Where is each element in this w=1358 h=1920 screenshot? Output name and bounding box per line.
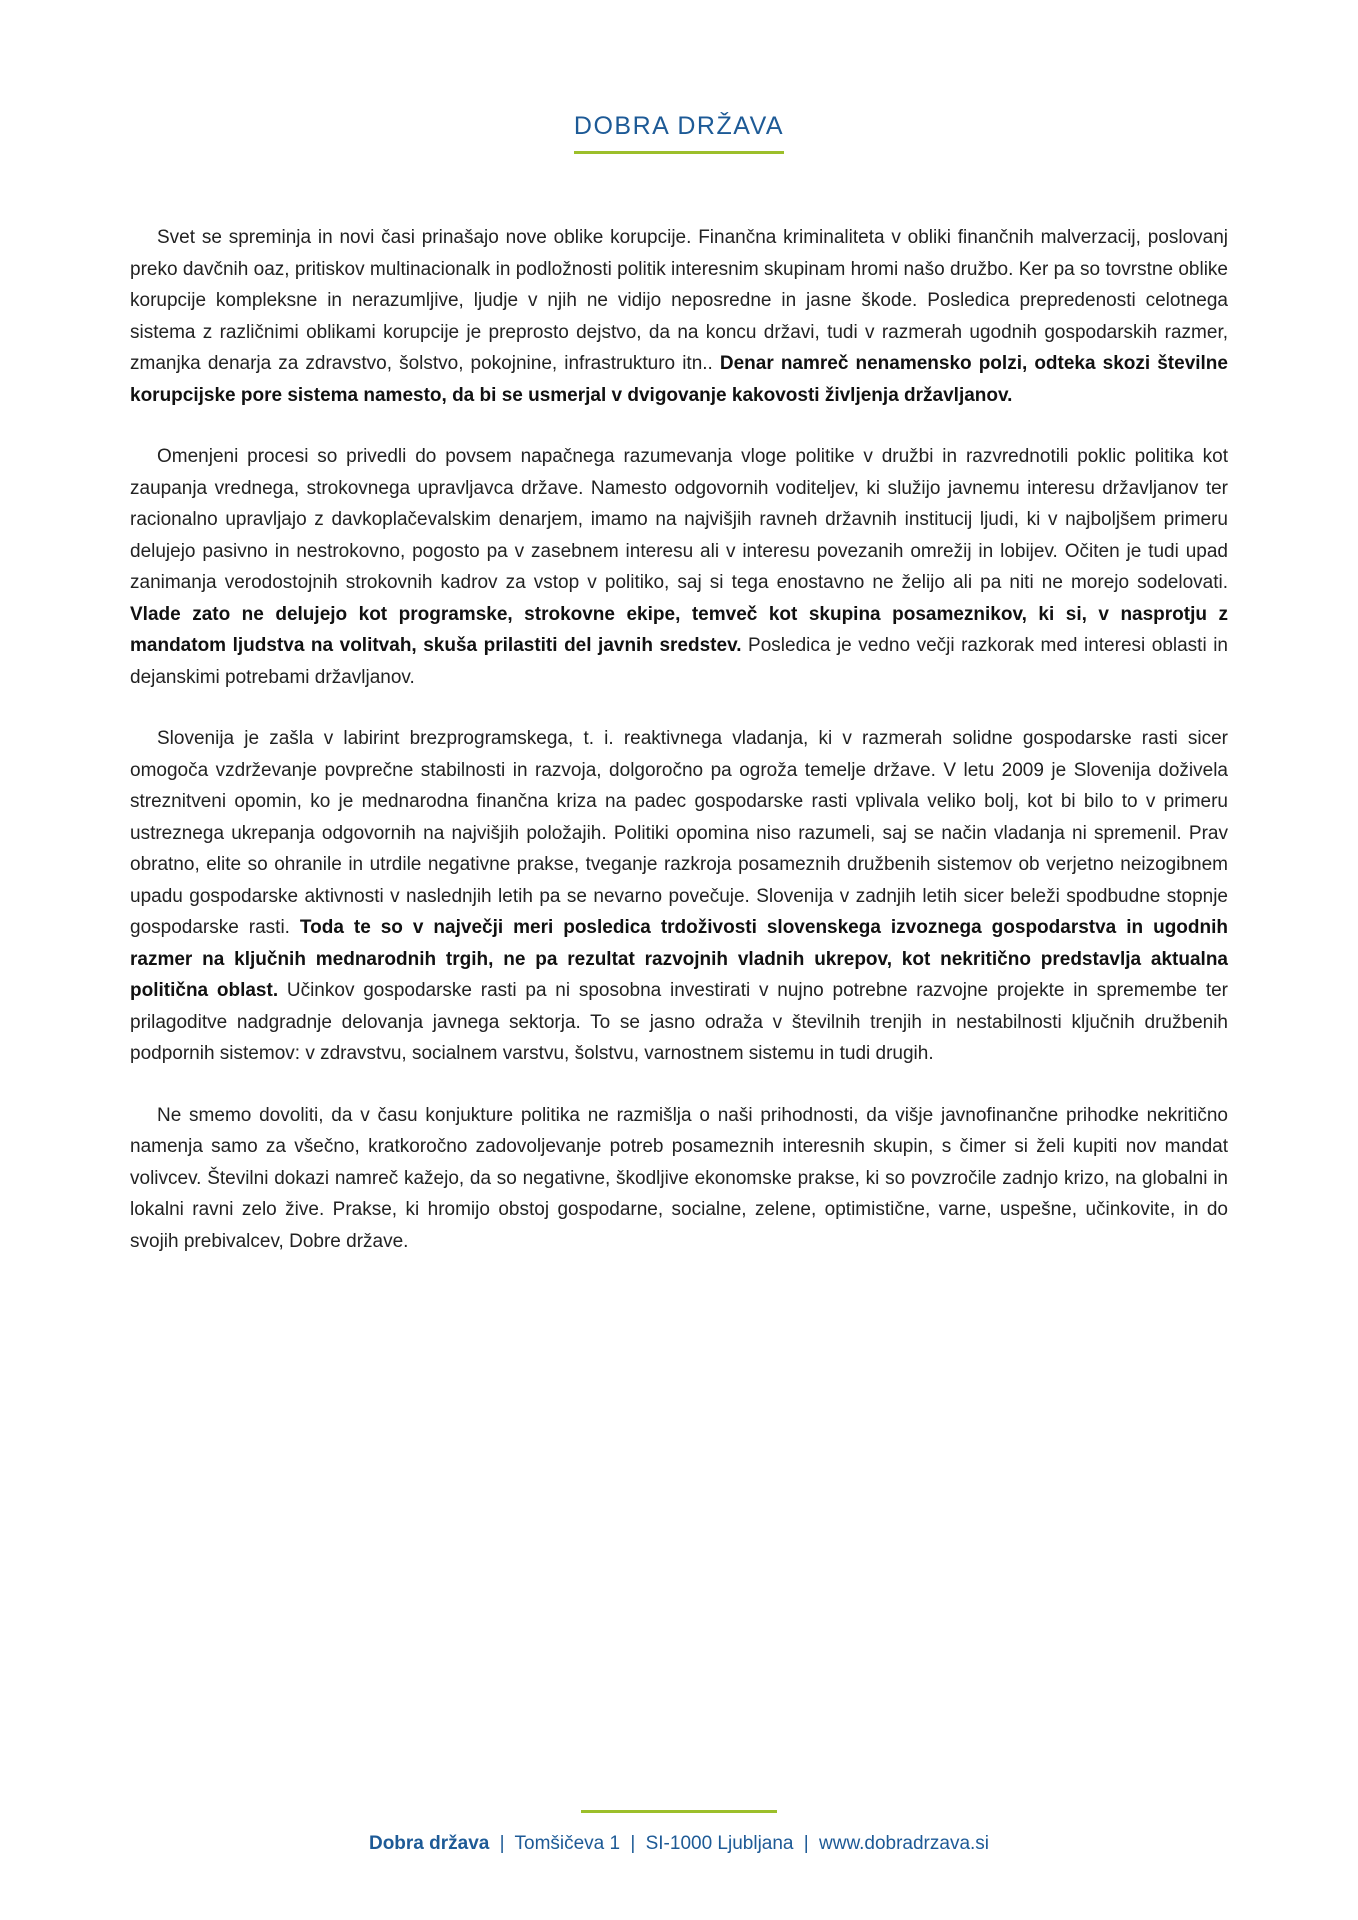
footer-divider: [581, 1810, 777, 1813]
footer-separator: |: [630, 1833, 636, 1854]
footer-address: Tomšičeva 1: [514, 1833, 621, 1854]
footer-organization: Dobra država: [368, 1833, 490, 1854]
page-footer: [0, 1810, 1358, 1855]
footer-postal: SI-1000 Ljubljana: [645, 1833, 794, 1854]
paragraph-2-emphasis: Vlade zato ne delujejo kot programske, strokovne ekipe, temveč kot skupina posameznikov, ki si, v nasprotju z mandatom ljudstva na volitvah, skuša prilastiti del javnih sredstev.: [130, 603, 1228, 656]
paragraph-3-emphasis: Toda te so v največji meri posledica trdoživosti slovenskega izvoznega gospodarstva in ugodnih razmer na ključnih mednarodnih trgih, ne pa rezultat razvojnih vladnih ukrepov, kot nekritično predstavlja aktualna politična oblast.: [130, 917, 1228, 1001]
paragraph-1-text: Svet se spreminja in novi časi prinašajo nove oblike korupcije. Finančna kriminaliteta v obliki finančnih malverzacij, poslovanj preko davčnih oaz, pritiskov multinacionalk in podložnosti politik interesnim skupinam hromi našo družbo. Ker pa so tovrstne oblike korupcije kompleksne in nerazumljive, ljudje v njih ne vidijo neposredne in jasne škode. Posledica prepredenosti celotnega sistema z različnimi oblikami korupcije je preprosto dejstvo, da na koncu državi, tudi v razmerah ugodnih gospodarskih razmer, zmanjka denarja za zdravstvo, šolstvo, pokojnine, infrastrukturo itn..: [130, 227, 1228, 374]
paragraph-2-text: Omenjeni procesi so privedli do povsem napačnega razumevanja vloge politike v družbi in razvrednotili poklic politika kot zaupanja vrednega, strokovnega upravljavca države. Namesto odgovornih voditeljev, ki služijo javnemu interesu državljanov ter racionalno upravljajo z davkoplačevalskim denarjem, imamo na najvišjih ravneh državnih institucij ljudi, ki v najboljšem primeru delujejo pasivno in nestrokovno, pogosto pa v zasebnem interesu ali v interesu povezanih omrežij in lobijev. Očiten je tudi upad zanimanja verodostojnih strokovnih kadrov za vstop v politiko, saj si tega enostavno ne želijo ali pa niti ne morejo sodelovati.: [130, 446, 1228, 593]
paragraph-4-text: Ne smemo dovoliti, da v času konjukture politika ne razmišlja o naši prihodnosti, da višje javnofinančne prihodke nekritično namenja samo za všečno, kratkoročno zadovoljevanje potreb posameznih interesnih skupin, s čimer si želi kupiti nov mandat volivcev. Številni dokazi namreč kažejo, da so negativne, škodljive ekonomske prakse, ki so povzročile zadnjo krizo, na globalni in lokalni ravni zelo žive. Prakse, ki hromijo obstoj gospodarne, socialne, zelene, optimistične, varne, uspešne, učinkovite, in do svojih prebivalcev, Dobre države.: [130, 1104, 1228, 1252]
document-body: [130, 222, 1228, 1287]
footer-contact-line: [0, 1833, 1358, 1855]
paragraph-1-emphasis: Denar namreč nenamensko polzi, odteka skozi številne korupcijske pore sistema namesto, da bi se usmerjal v dvigovanje kakovosti življenja državljanov.: [130, 353, 1228, 406]
footer-separator: |: [803, 1833, 809, 1854]
paragraph-2-text-end: Posledica je vedno večji razkorak med interesi oblasti in dejanskimi potrebami državljanov.: [130, 635, 1228, 688]
paragraph-3-text-end: Učinkov gospodarske rasti pa ni sposobna investirati v nujno potrebne razvojne projekte in spremembe ter prilagoditve nadgradnje delovanja javnega sektorja. To se jasno odraža v številnih trenjih in nestabilnosti ključnih družbenih podpornih sistemov: v zdravstvu, socialnem varstvu, šolstvu, varnostnem sistemu in tudi drugih.: [130, 980, 1228, 1064]
paragraph-1: [130, 222, 1228, 411]
footer-website-link[interactable]: www.dobradrzava.si: [819, 1833, 990, 1854]
page-title: DOBRA DRŽAVA: [573, 112, 785, 140]
page-header: [0, 112, 1358, 154]
paragraph-4: [130, 1100, 1228, 1258]
title-divider: [574, 151, 784, 154]
paragraph-3: [130, 723, 1228, 1070]
paragraph-3-text: Slovenija je zašla v labirint brezprogramskega, t. i. reaktivnega vladanja, ki v razmerah solidne gospodarske rasti sicer omogoča vzdrževanje povprečne stabilnosti in razvoja, dolgoročno pa ogroža temelje države. V letu 2009 je Slovenija doživela streznitveni opomin, ko je mednarodna finančna kriza na padec gospodarske rasti vplivala veliko bolj, kot bi bilo to v primeru ustreznega ukrepanja odgovornih na najvišjih položajih. Politiki opomina niso razumeli, saj se način vladanja ni spremenil. Prav obratno, elite so ohranile in utrdile negativne prakse, tveganje razkroja posameznih družbenih sistemov ob verjetno neizogibnem upadu gospodarske aktivnosti v naslednjih letih pa se nevarno povečuje. Slovenija v zadnjih letih sicer beleži spodbudne stopnje gospodarske rasti.: [130, 728, 1228, 938]
footer-separator: |: [499, 1833, 505, 1854]
paragraph-2: [130, 441, 1228, 693]
